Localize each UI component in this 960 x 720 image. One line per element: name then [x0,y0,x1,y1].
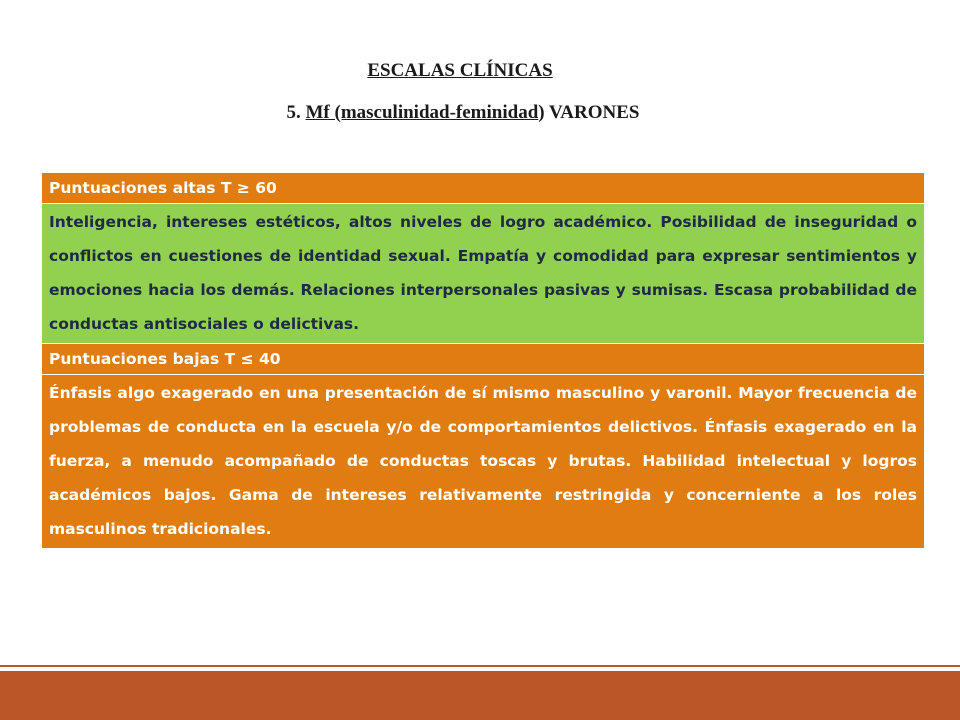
high-scores-header: Puntuaciones altas T ≥ 60 [42,173,924,204]
slide-title: ESCALAS CLÍNICAS [367,60,553,81]
low-scores-description: Énfasis algo exagerado en una presentación de sí mismo masculino y varonil. Mayor frecuencia de problemas de conducta en la escuela y/o de comportamientos delictivos. Énfasis exagerado en la fuerza, a menudo acompañado de conductas toscas y brutas. Habilidad intelectual y logros académicos bajos. Gama de intereses relativamente restringida y concerniente a los roles masculinos tradicionales. [42,375,924,549]
scale-table [42,172,924,549]
high-scores-description: Inteligencia, intereses estéticos, altos niveles de logro académico. Posibilidad de inseguridad o conflictos en cuestiones de identidad sexual. Empatía y comodidad para expresar sentimientos y emociones hacia los demás. Relaciones interpersonales pasivas y sumisas. Escasa probabilidad de conductas antisociales o delictivas. [42,204,924,344]
footer-divider [0,665,960,667]
footer-bar [0,671,960,720]
subtitle-prefix: 5. [286,102,306,123]
subtitle-suffix: ) VARONES [538,102,640,123]
slide-subtitle [0,102,926,124]
subtitle-scale-name: Mf (masculinidad-feminidad [305,102,539,123]
low-scores-header: Puntuaciones bajas T ≤ 40 [42,344,924,375]
